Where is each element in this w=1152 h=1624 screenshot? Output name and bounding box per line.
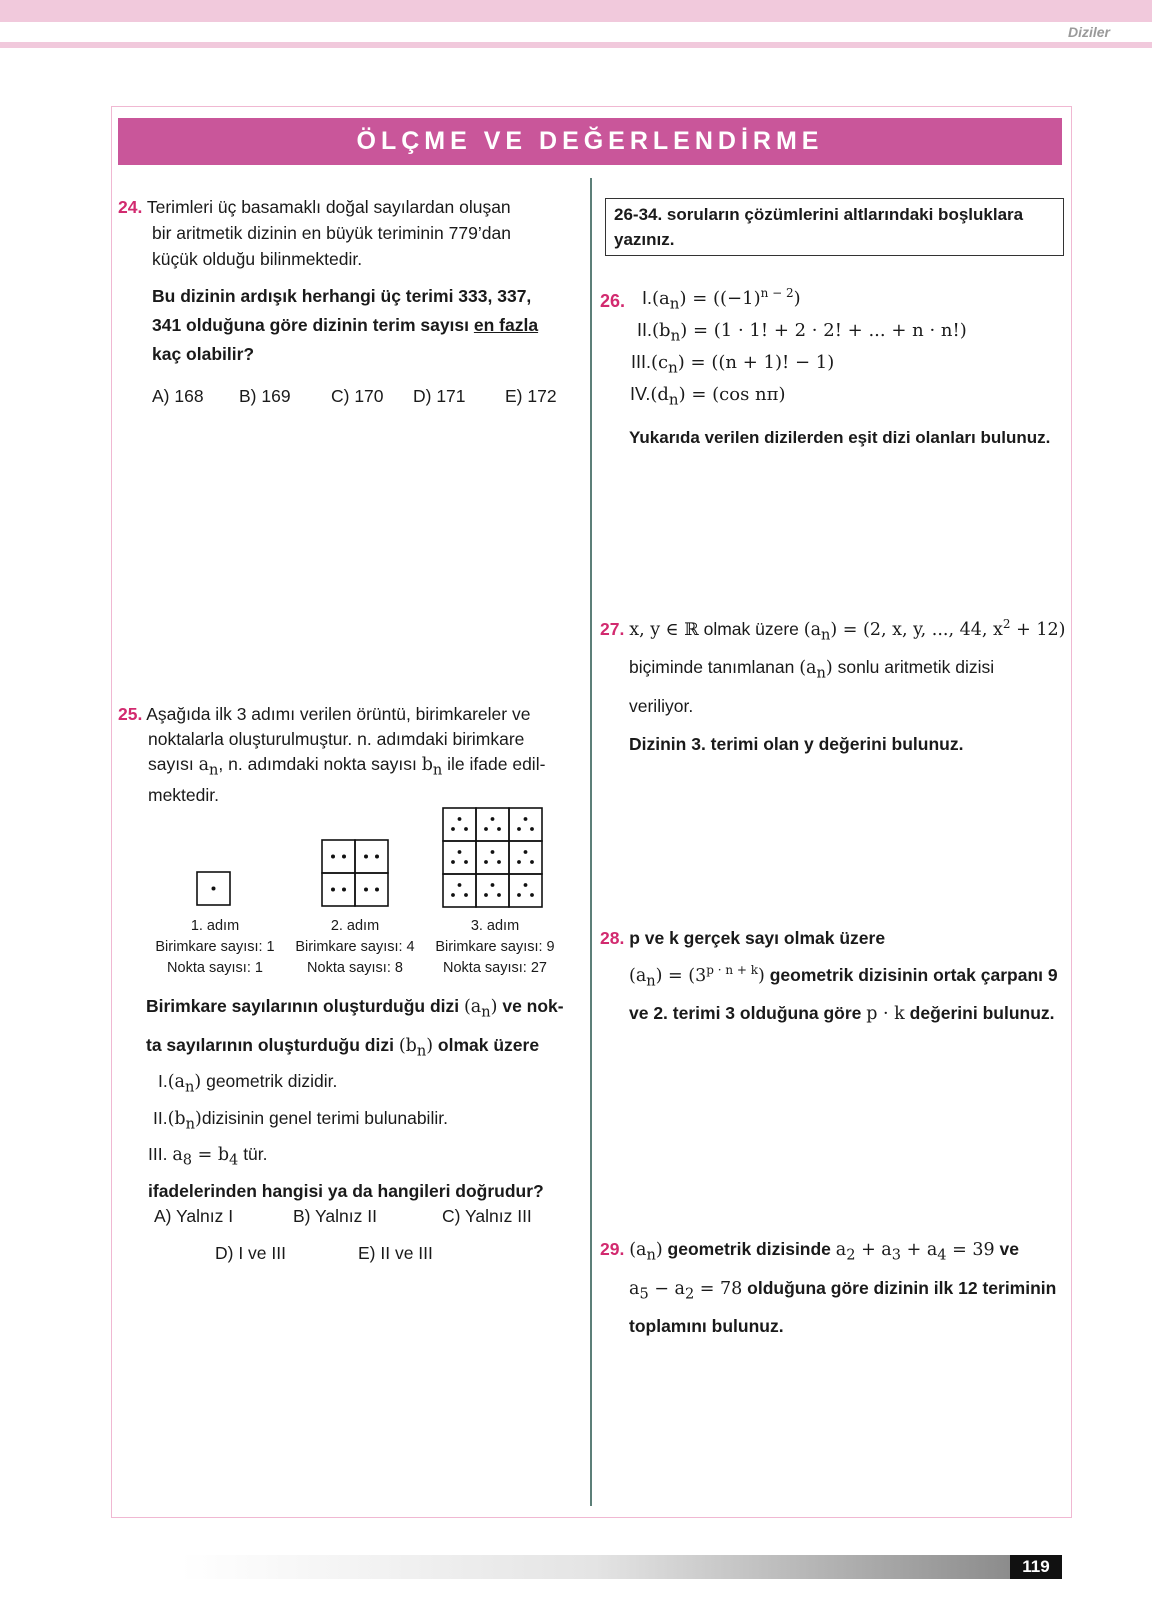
square-count: Birimkare sayısı: 9 xyxy=(435,939,555,955)
option-d[interactable]: D) I ve III xyxy=(215,1243,286,1263)
item-label: II. xyxy=(637,320,653,340)
question-24 xyxy=(118,194,578,409)
q25-question-1b: ve nok- xyxy=(497,996,564,1016)
q27-line-2 xyxy=(600,651,1070,690)
q28-line-3c: değerini bulunuz. xyxy=(904,1003,1055,1024)
q25-ask: ifadelerinden hangisi ya da hangileri doğrudur? xyxy=(148,1180,544,1201)
question-number: 24. xyxy=(118,197,143,217)
question-28 xyxy=(600,922,1070,1030)
step-label: 2. adım xyxy=(330,918,380,934)
q25-question-2b: olmak üzere xyxy=(433,1034,540,1055)
q28-sequence: $(a_n) = (3^{p \cdot n + k})$ xyxy=(629,963,765,990)
q24-question-3: kaç olabilir? xyxy=(152,344,255,364)
q28-line-3a: ve 2. terimi 3 olduğuna göre xyxy=(629,1003,867,1024)
q25-text-4: mektedir. xyxy=(148,784,219,805)
top-rule xyxy=(0,42,1152,48)
option-d[interactable]: D) 171 xyxy=(413,386,466,406)
q29-difference: $a_5 - a_2 = 78$ xyxy=(629,1278,743,1302)
question-number: 29. xyxy=(600,1239,625,1259)
dot-count: Nokta sayısı: 8 xyxy=(307,960,403,976)
q25-question-1 xyxy=(146,990,586,1029)
q29-line-1d: ve xyxy=(994,1239,1019,1259)
q25-question-2 xyxy=(146,1029,586,1068)
chapter-title: Diziler xyxy=(1067,24,1110,40)
q25-text-3b: , n. adımdaki nokta sayısı xyxy=(218,754,422,774)
instructions-box xyxy=(605,198,1064,256)
question-number: 27. xyxy=(600,618,625,639)
q29-line-1b: geometrik dizisinde xyxy=(662,1239,836,1259)
statement-3 xyxy=(148,1139,588,1176)
seq-b-n: $(b_n)$ xyxy=(167,1108,202,1132)
q28-line-1 xyxy=(600,922,1070,954)
formula-3: $(c_n) = ((n + 1)$! − 1) xyxy=(651,352,835,377)
q27-line-1-mid: olmak üzere xyxy=(698,618,804,639)
q26-ask: Yukarıda verilen dizilerden eşit dizi olanları bulunuz. xyxy=(629,428,1051,447)
q25-text-3 xyxy=(118,752,583,783)
q24-question-2a: 341 olduğuna göre dizinin terim sayısı xyxy=(152,315,474,335)
column-divider xyxy=(590,178,592,1506)
option-b[interactable]: B) Yalnız II xyxy=(293,1206,377,1226)
q27-domain: x, y ∈ ℝ xyxy=(629,619,699,640)
formula-1: $(a_n) = ((-1)^{n - 2})$ xyxy=(652,286,801,313)
statement-text: geometrik dizidir. xyxy=(201,1071,338,1091)
a8-equals-b4: $a_8 = b_4$ xyxy=(172,1145,239,1169)
statement-label: II. xyxy=(153,1107,168,1128)
option-a[interactable]: A) 168 xyxy=(152,386,204,406)
statement-text: dizisinin genel terimi bulunabilir. xyxy=(201,1107,448,1128)
q26-item-2 xyxy=(637,320,967,345)
q27-ask: Dizinin 3. terimi olan y değerini bulunuz. xyxy=(629,733,964,754)
step-1-figure xyxy=(195,870,235,910)
page-number: 119 xyxy=(1010,1555,1062,1579)
q24-text-3: küçük olduğu bilinmektedir. xyxy=(152,249,363,269)
item-label: IV. xyxy=(630,384,651,404)
q27-line-2a: biçiminde tanımlanan xyxy=(629,657,800,678)
q25-question-2a: ta sayılarının oluşturduğu dizi xyxy=(146,1034,399,1055)
q24-text-2: bir aritmetik dizinin en büyük teriminin 779’dan xyxy=(152,223,511,243)
formula-2: $(b_n) = (1 \cdot 1$! + 2 · 2! + ... + n · n!) xyxy=(652,320,967,345)
option-b[interactable]: B) 169 xyxy=(239,386,291,406)
top-band xyxy=(0,0,1152,22)
q25-options-row1 xyxy=(154,1206,532,1227)
q28-line-2 xyxy=(600,954,1070,997)
b-n-symbol: $b_n$ xyxy=(421,755,443,779)
q25-question-1a: Birimkare sayılarının oluşturduğu dizi xyxy=(146,996,464,1016)
option-c[interactable]: C) Yalnız III xyxy=(442,1206,532,1226)
q25-text-2: noktalarla oluşturulmuştur. n. adımdaki birimkare xyxy=(148,729,525,749)
question-number: 25. xyxy=(118,704,143,724)
seq-a-n: $(a_n)$ xyxy=(167,1072,202,1096)
seq-a-n: $(a_n)$ xyxy=(799,658,833,682)
item-label: I. xyxy=(642,288,653,308)
q24-question-1: Bu dizinin ardışık herhangi üç terimi 333, 337, xyxy=(152,286,532,306)
step-label: 3. adım xyxy=(470,918,520,934)
q26-item-3 xyxy=(631,352,834,377)
q25-text-1: Aşağıda ilk 3 adımı verilen örüntü, birimkareler ve xyxy=(146,704,531,724)
statement-1 xyxy=(148,1066,588,1103)
q27-line-2b: sonlu aritmetik dizisi xyxy=(832,657,995,678)
q28-line-2b: geometrik dizisinin ortak çarpanı 9 xyxy=(764,964,1058,985)
item-label: III. xyxy=(631,352,652,372)
seq-b-n: $(b_n)$ xyxy=(398,1035,434,1059)
q29-line-3: toplamını bulunuz. xyxy=(629,1316,784,1336)
question-number: 28. xyxy=(600,928,625,948)
q25-text-3a: sayısı xyxy=(148,754,199,774)
a-n-symbol: $a_n$ xyxy=(198,755,219,779)
step-3-caption xyxy=(425,916,565,979)
q29-line-2 xyxy=(600,1272,1070,1311)
step-3-figure xyxy=(441,806,545,910)
statement-label: III. xyxy=(148,1144,168,1164)
q25-text-3c: ile ifade edil- xyxy=(442,754,546,774)
square-count: Birimkare sayısı: 1 xyxy=(155,939,275,955)
q25-options-row2 xyxy=(215,1243,433,1264)
q27-line-1 xyxy=(600,608,1070,651)
step-label: 1. adım xyxy=(190,918,240,934)
q27-sequence: $(a_n) = (2$, x, y, ..., 44, $x^2 + 12$) xyxy=(803,617,1066,644)
q25-statements xyxy=(148,1066,588,1207)
statement-2 xyxy=(148,1103,588,1140)
square-count: Birimkare sayısı: 4 xyxy=(295,939,415,955)
question-25 xyxy=(118,702,583,808)
seq-a-n: $(a_n)$ xyxy=(629,1240,663,1264)
q24-options xyxy=(118,383,578,409)
q26-item-1 xyxy=(642,286,801,313)
q29-line-2b: olduğuna göre dizinin ilk 12 teriminin xyxy=(742,1277,1057,1298)
q28-line-3 xyxy=(600,997,1070,1030)
q28-product: p · k xyxy=(866,1004,905,1025)
statement-label: I. xyxy=(158,1071,168,1091)
emphasis-underline: en fazla xyxy=(473,315,539,335)
q29-sum: $a_2 + a_3 + a_4 = 39$ xyxy=(835,1240,995,1264)
question-27 xyxy=(600,608,1070,760)
step-2-figure xyxy=(320,838,392,910)
statement-text: tür. xyxy=(238,1144,268,1164)
q24-text-1: Terimleri üç basamaklı doğal sayılardan oluşan xyxy=(146,197,511,217)
question-number: 26. xyxy=(600,291,626,311)
q24-question xyxy=(118,282,578,369)
option-c[interactable]: C) 170 xyxy=(331,386,384,406)
q24-question-2 xyxy=(152,311,578,340)
instructions-line-1: 26-34. soruların çözümlerini altlarındaki boşluklara xyxy=(614,205,1024,224)
q28-line-1-text: p ve k gerçek sayı olmak üzere xyxy=(629,928,886,948)
step-1-caption xyxy=(145,916,285,979)
question-29 xyxy=(600,1233,1070,1342)
section-title: ÖLÇME VE DEĞERLENDİRME xyxy=(118,118,1062,165)
dot-count: Nokta sayısı: 1 xyxy=(167,960,263,976)
dot-count: Nokta sayısı: 27 xyxy=(443,960,547,976)
option-a[interactable]: A) Yalnız I xyxy=(154,1206,234,1226)
footer-bar xyxy=(180,1555,1010,1579)
q29-line-1 xyxy=(600,1233,1070,1272)
instructions-line-2: yazınız. xyxy=(614,230,675,249)
q26-item-4 xyxy=(630,384,785,409)
q25-question xyxy=(146,990,586,1067)
option-e[interactable]: E) 172 xyxy=(505,386,557,406)
formula-4: $(d_n) = (\cos$ nπ) xyxy=(650,384,786,409)
step-2-caption xyxy=(285,916,425,979)
option-e[interactable]: E) II ve III xyxy=(358,1243,433,1263)
seq-a-n: $(a_n)$ xyxy=(463,997,498,1021)
q27-line-3: veriliyor. xyxy=(629,695,694,716)
